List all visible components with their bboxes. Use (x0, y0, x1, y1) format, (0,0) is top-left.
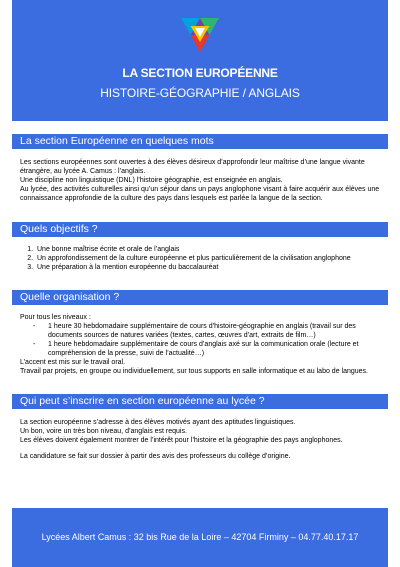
intro-paragraph: Au lycée, des activités culturelles ainsi qu’un séjour dans un pays anglophone visant à faire acquérir aux élèves une connaissance approfondie de la culture des pays dans lesquels est parlée la langue de la section. (20, 186, 380, 202)
intro-paragraph: Une discipline non linguistique (DNL) l’histoire géographie, est enseignée en anglais. (20, 177, 283, 184)
intro-paragraph: Les sections européennes sont ouvertes à des élèves désireux d’approfondir leur maîtrise d’une langue vivante étrangère, au lycée A. Camus : l’anglais. (20, 159, 365, 175)
objectives-list (20, 245, 384, 272)
header-banner (12, 0, 388, 121)
organisation-list (20, 322, 384, 358)
list-item: 2. Un approfondissement de la culture européenne et plus particulièrement de la civilisation anglophone (35, 254, 384, 263)
organisation-intro: Pour tous les niveaux : (20, 314, 91, 321)
list-item: 1. Une bonne maîtrise écrite et orale de l’anglais (35, 245, 384, 254)
list-item: - 1 heure hebdomadaire supplémentaire de cours d’anglais axé sur la communication orale (lecture et compréhension de la presse, suivi de l’actualité…) (33, 341, 359, 357)
organisation-note: Travail par projets, en groupe ou individuellement, sur tous supports en salle informatique et au labo de langues. (20, 368, 369, 375)
intro-text (20, 158, 384, 203)
section-heading-organisation: Quelle organisation ? (12, 290, 388, 305)
list-item: 3. Une préparation à la mention européenne du baccalauréat (35, 263, 384, 272)
enrolment-paragraph: Un bon, voire un très bon niveau, d’anglais est requis. (20, 428, 187, 435)
objectives-list-block (20, 245, 384, 272)
enrolment-paragraph: Les élèves doivent également montrer de l’intérêt pour l’histoire et la géographie des pays anglophones. (20, 437, 343, 444)
section-heading-intro: La section Européenne en quelques mots (12, 134, 388, 149)
enrolment-closing: La candidature se fait sur dossier à partir des avis des professeurs du collège d’origine. (20, 453, 291, 460)
section-logo-icon (179, 14, 221, 56)
footer-contact: Lycées Albert Camus : 32 bis Rue de la Loire – 42704 Firminy – 04.77.40.17.17 (12, 508, 388, 567)
page-title: LA SECTION EUROPÉENNE (122, 66, 278, 80)
organisation-note: L’accent est mis sur le travail oral. (20, 359, 126, 366)
list-item: - 1 heure 30 hebdomadaire supplémentaire de cours d’histoire-géographie en anglais (travail sur des documents sources de natures variées (textes, cartes, œuvres d’art, extraits de film…) (33, 323, 356, 339)
organisation-text (20, 313, 384, 376)
enrolment-paragraph: La section européenne s’adresse à des élèves motivés ayant des aptitudes linguistiques. (20, 419, 296, 426)
page-subtitle: HISTOIRE-GÉOGRAPHIE / ANGLAIS (100, 86, 300, 100)
enrolment-text (20, 418, 384, 461)
section-heading-objectives: Quels objectifs ? (12, 222, 388, 237)
section-heading-enrolment: Qui peut s’inscrire en section européenne au lycée ? (12, 394, 388, 409)
